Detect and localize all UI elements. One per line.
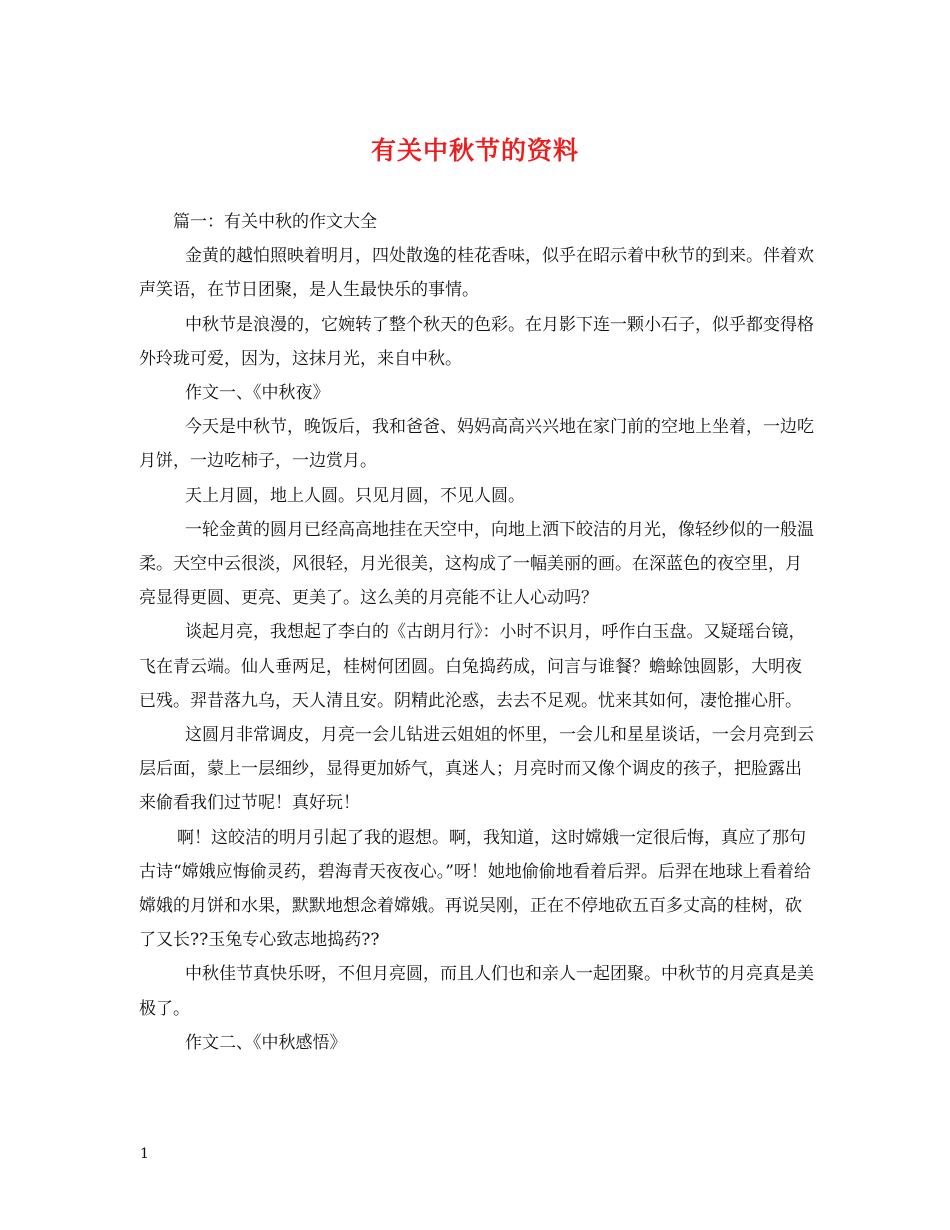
document-title: 有关中秋节的资料 [370,136,579,165]
paragraph: 啊！这皎洁的明月引起了我的遐想。啊，我知道，这时嫦娥一定很后悔，真应了那句古诗“嫦娥应悔偷灵药，碧海青天夜夜心。”呀！她地偷偷地看着后羿。后羿在地球上看着给嫦娥的月饼和水果，默默地想念着嫦娥。再说吴刚，正在不停地砍五百多丈高的桂树，砍了又长??玉兔专心致志地捣药?? [139,827,811,951]
paragraph: 金黄的越怕照映着明月，四处散逸的桂花香味，似乎在昭示着中秋节的到来。伴着欢声笑语，在节日团聚，是人生最快乐的事情。 [139,246,814,301]
paragraph: 篇一：有关中秋的作文大全 [173,212,377,232]
paragraph: 作文一、《中秋夜》 [185,383,330,404]
paragraph: 这圆月非常调皮，月亮一会儿钻进云姐姐的怀里，一会儿和星星谈话，一会月亮到云层后面，蒙上一层细纱，显得更加娇气，真迷人；月亮时而又像个调皮的孩子，把脸露出来偷看我们过节呢！真好玩！ [139,725,814,814]
paragraph: 谈起月亮，我想起了李白的《古朗月行》：小时不识月，呼作白玉盘。又疑瑶台镜，飞在青云端。仙人垂两足，桂树何团圆。白兔捣药成，问言与谁餐？蟾蜍蚀圆影，大明夜已残。羿昔落九乌，天人清且安。阴精此沦惑，去去不足观。忧来其如何，凄怆摧心肝。 [139,622,806,711]
paragraph: 天上月圆，地上人圆。只见月圆，不见人圆。 [185,485,525,506]
paragraph: 中秋佳节真快乐呀，不但月亮圆，而且人们也和亲人一起团聚。中秋节的月亮真是美极了。 [139,964,814,1019]
paragraph: 中秋节是浪漫的，它婉转了整个秋天的色彩。在月影下连一颗小石子，似乎都变得格外玲珑可爱，因为，这抹月光，来自中秋。 [139,314,814,369]
paragraph: 今天是中秋节，晚饭后，我和爸爸、妈妈高高兴兴地在家门前的空地上坐着，一边吃月饼，一边吃柿子，一边赏月。 [139,417,814,472]
paragraph: 一轮金黄的圆月已经高高地挂在天空中，向地上洒下皎洁的月光，像轻纱似的一般温柔。天空中云很淡，风很轻，月光很美，这构成了一幅美丽的画。在深蓝色的夜空里，月亮显得更圆、更亮、更美了。这么美的月亮能不让人心动吗？ [139,519,814,609]
page-number: 1 [140,1146,149,1162]
paragraph: 作文二、《中秋感悟》 [185,1032,347,1053]
document-body [139,205,815,1060]
